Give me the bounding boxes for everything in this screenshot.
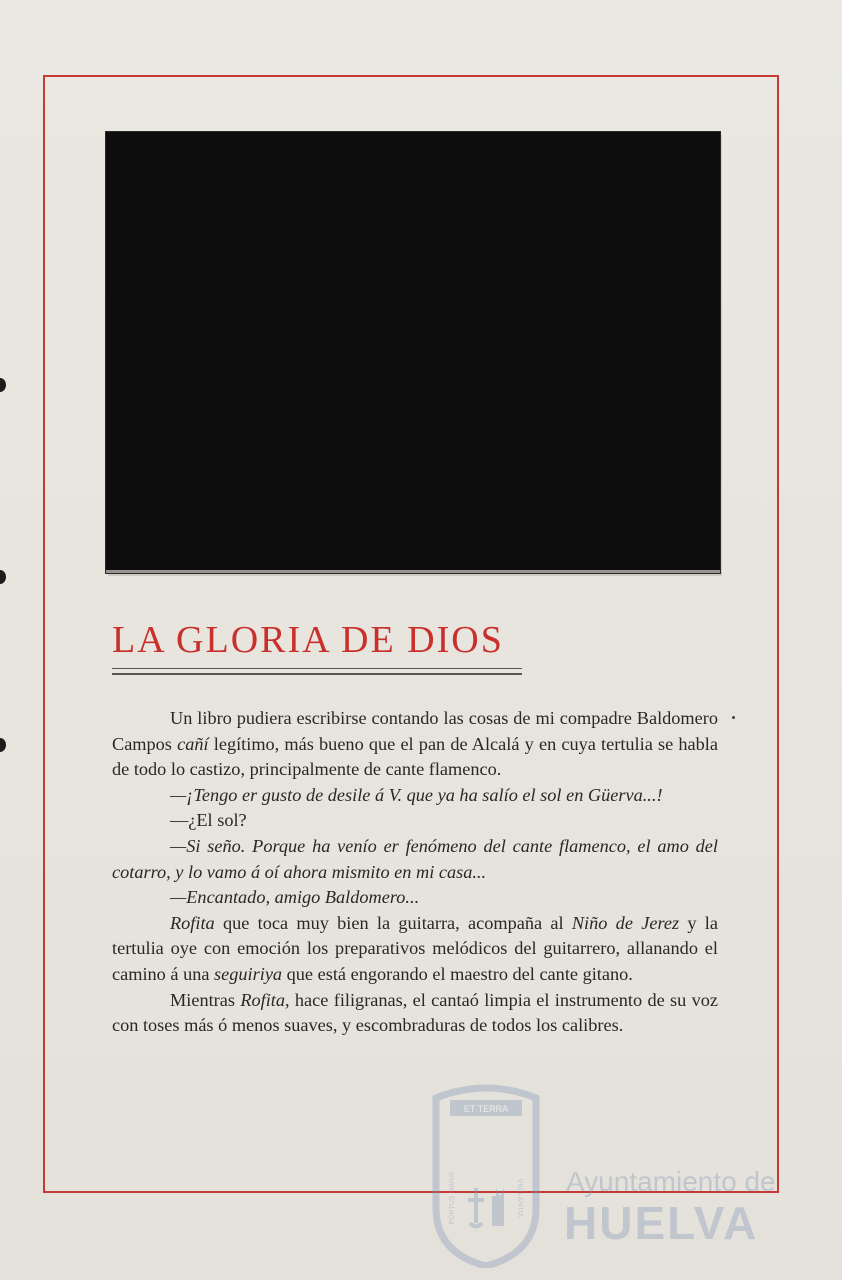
text-run: que está engorando el maestro del cante gitano. [282,963,633,984]
text-run: Niño de Jerez [571,912,680,933]
watermark-line1: Ayuntamiento de [566,1166,776,1197]
paragraph [112,808,718,834]
title-underline [112,668,522,675]
text-run: , hace filigranas, el cantaó limpia el instrumento de su voz con toses más ó menos suaves, y escombraduras de todos los calibres. [112,989,719,1036]
text-run: Rofita [240,989,286,1010]
text-run: que toca muy bien la guitarra, acompaña al [214,912,572,933]
svg-text:ET TERRA: ET TERRA [463,1104,509,1114]
photograph-edge [106,570,720,573]
svg-text:VIGILANTIA: VIGILANTIA [516,1178,523,1218]
article-title: LA GLORIA DE DIOS [112,619,504,661]
coat-of-arms-icon [426,1078,546,1268]
text-run: legítimo, más bueno que el pan de Alcalá y en cuya tertulia se habla de todo lo castizo, principalmente de cante flamenco. [112,733,718,780]
svg-text:PORTUS MARIS: PORTUS MARIS [449,1171,456,1225]
paragraph [112,783,718,809]
text-run: cañí [177,733,209,754]
paragraph [112,988,718,1039]
text-run: Mientras [170,989,241,1010]
text-run: y la tertulia oye con emoción los preparativos melódicos del guitarrero, allanando el camino á una [112,912,718,984]
text-run: —¿El sol? [170,810,247,831]
article-body [112,706,718,1039]
paragraph [112,911,718,988]
text-run: Un libro pudiera escribirse contando las cosas de mi compadre Baldomero Campos [112,708,718,754]
text-run: seguiriya [214,963,283,984]
photograph-plate [106,132,720,573]
text-run: —Si seño. Porque ha venío er fenómeno del cante flamenco, el amo del cotarro, y lo vamo á oí ahora mismito en mi casa... [112,835,718,882]
paragraph [112,834,718,885]
text-run: Rofita [170,912,215,933]
watermark-line2: HUELVA [564,1197,759,1249]
text-run: —Encantado, amigo Baldomero... [170,887,420,908]
watermark [426,1078,776,1268]
paragraph [112,885,718,911]
ink-dot [732,716,735,719]
text-run: —¡Tengo er gusto de desile á V. que ya ha salío el sol en Güerva...! [170,784,663,805]
paragraph [112,706,718,783]
